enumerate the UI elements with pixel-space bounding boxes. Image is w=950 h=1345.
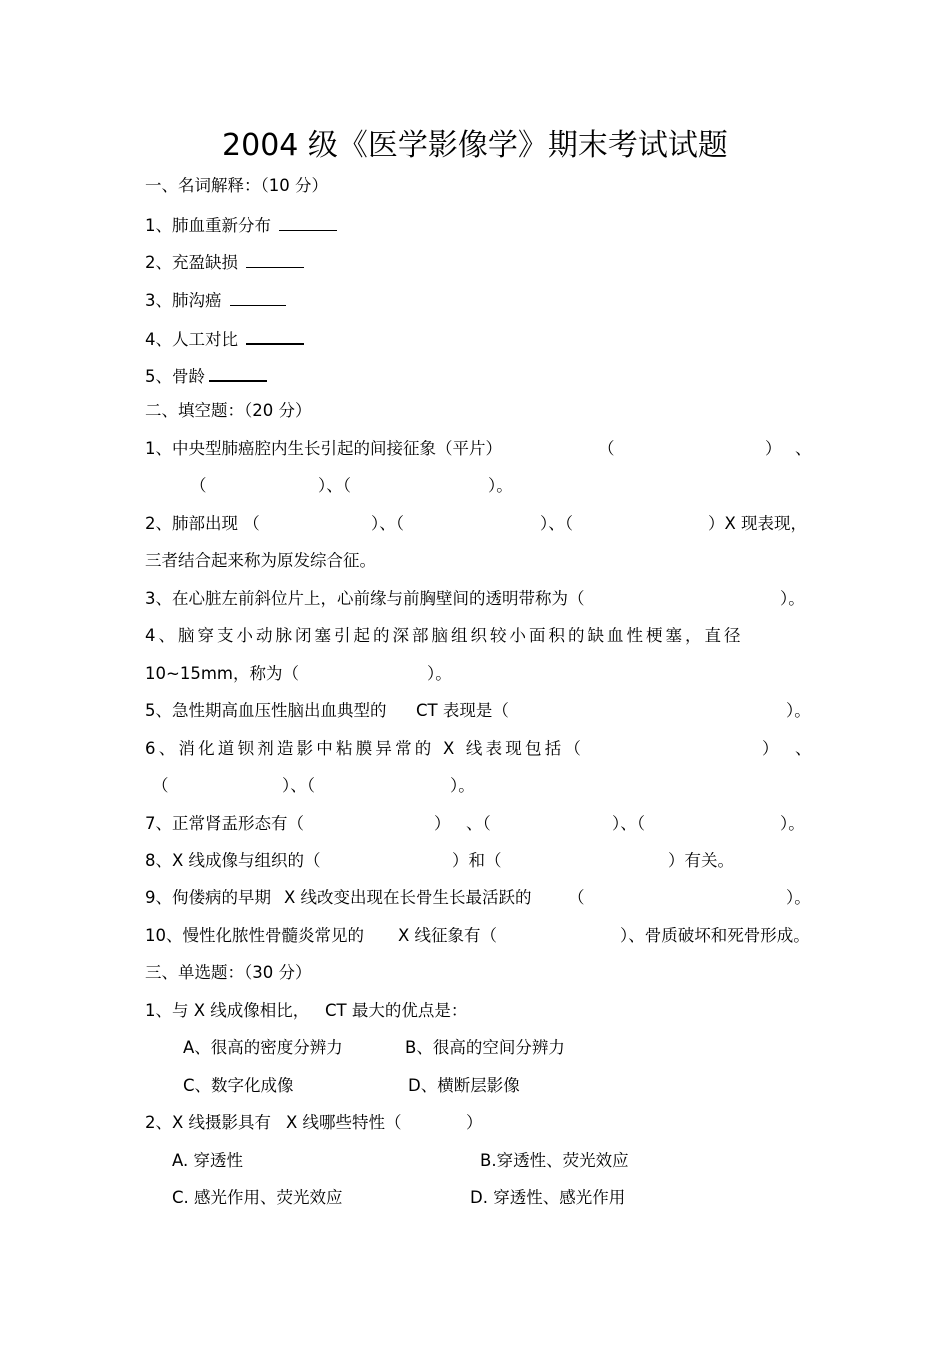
bracket-sep: ）、（ [612, 814, 645, 833]
bracket-close: ）。 [488, 476, 513, 495]
term-item-3 [145, 291, 286, 310]
answer-blank[interactable] [246, 253, 304, 268]
mc1-option-b[interactable]: B、很高的空间分辨力 [405, 1038, 565, 1057]
bracket-open: （ [568, 888, 585, 907]
mc1-option-a[interactable]: A、很高的密度分辨力 [183, 1038, 343, 1057]
bracket-open: （ [152, 776, 169, 795]
answer-blank[interactable] [246, 329, 304, 345]
mc2-option-b[interactable]: B.穿透性、荧光效应 [480, 1151, 629, 1170]
answer-blank[interactable] [209, 366, 267, 382]
q9-stem: 9、佝偻病的早期 [145, 888, 271, 907]
term-item-4 [145, 329, 304, 349]
bracket-open: （ [598, 439, 615, 458]
mc2-option-a[interactable]: A. 穿透性 [172, 1151, 243, 1170]
bracket-close: ）。 [427, 664, 452, 683]
section-heading-choice: 三、单选题：（30 分） [145, 963, 312, 982]
answer-blank[interactable] [279, 216, 337, 231]
mc2-stem: 2、X 线摄影具有 [145, 1113, 272, 1132]
q10-stem-b: X 线征象有（ [398, 926, 498, 945]
q4-text: 4、脑穿支小动脉闭塞引起的深部脑组织较小面积的缺血性梗塞，直径 [145, 626, 744, 645]
term-item-1 [145, 216, 337, 235]
q6-stem: 6、消化道钡剂造影中粘膜异常的 X 线表现包括（ [145, 739, 585, 758]
term-label: 2、充盈缺损 [145, 253, 238, 272]
bracket-sep: ）、（ [540, 514, 573, 533]
page-title: 2004 级《医学影像学》期末考试试题 [222, 128, 728, 163]
bracket-sep: ）和（ [452, 851, 502, 870]
bracket-close: ）。 [780, 814, 805, 833]
term-label: 3、肺沟癌 [145, 291, 222, 310]
bracket-sep: ）、（ [371, 514, 404, 533]
bracket-close: ） [434, 814, 451, 833]
bracket-sep: ）、（ [318, 476, 351, 495]
bracket-close: ）。 [450, 776, 475, 795]
q8-stem: 8、X 线成像与组织的（ [145, 851, 321, 870]
bracket-close: ）。 [786, 701, 811, 720]
q2-line2: 三者结合起来称为原发综合征。 [145, 551, 376, 570]
q2-tail: ）X 现表现， [708, 514, 808, 533]
section-heading-terms: 一、名词解释：（10 分） [145, 176, 328, 195]
mc1-option-c[interactable]: C、数字化成像 [183, 1076, 294, 1095]
term-item-2 [145, 253, 304, 272]
q10-tail: ）、骨质破坏和死骨形成。 [620, 926, 810, 945]
answer-blank[interactable] [230, 291, 286, 306]
q5-stem: 5、急性期高血压性脑出血典型的 [145, 701, 387, 720]
mc2-option-d[interactable]: D. 穿透性、感光作用 [470, 1188, 626, 1207]
separator: 、 [795, 739, 812, 758]
bracket-open: （ [190, 476, 207, 495]
term-label: 4、人工对比 [145, 330, 238, 349]
bracket-close: ） [466, 1113, 483, 1132]
q8-tail: ）有关。 [668, 851, 734, 870]
q4-line1 [145, 628, 805, 645]
bracket-close: ） [765, 439, 782, 458]
q5-stem-b: CT 表现是（ [416, 701, 509, 720]
mc1-stem-b: CT 最大的优点是： [325, 1001, 468, 1020]
term-label: 5、骨龄 [145, 367, 205, 386]
mc2-stem-b: X 线哪些特性（ [286, 1113, 402, 1132]
q9-stem-b: X 线改变出现在长骨生长最活跃的 [284, 888, 532, 907]
term-label: 1、肺血重新分布 [145, 216, 271, 235]
mc1-stem: 1、与 X 线成像相比， [145, 1001, 310, 1020]
q2-stem: 2、肺部出现 （ [145, 514, 260, 533]
q4-line2: 10~15mm，称为（ [145, 664, 299, 683]
bracket-close: ）。 [786, 888, 811, 907]
q1-stem: 1、中央型肺癌腔内生长引起的间接征象（平片） [145, 439, 502, 458]
mc1-option-d[interactable]: D、横断层影像 [408, 1076, 520, 1095]
term-item-5 [145, 366, 267, 386]
q3-stem: 3、在心脏左前斜位片上，心前缘与前胸壁间的透明带称为（ [145, 589, 585, 608]
separator: 、 [795, 439, 812, 458]
bracket-close: ）。 [780, 589, 805, 608]
q7-stem: 7、正常肾盂形态有（ [145, 814, 304, 833]
mc2-option-c[interactable]: C. 感光作用、荧光效应 [172, 1188, 343, 1207]
q10-stem: 10、慢性化脓性骨髓炎常见的 [145, 926, 364, 945]
bracket-close: ） [762, 739, 779, 758]
bracket-open: 、（ [466, 814, 491, 833]
section-heading-fill: 二、填空题：（20 分） [145, 401, 312, 420]
bracket-sep: ）、（ [282, 776, 315, 795]
